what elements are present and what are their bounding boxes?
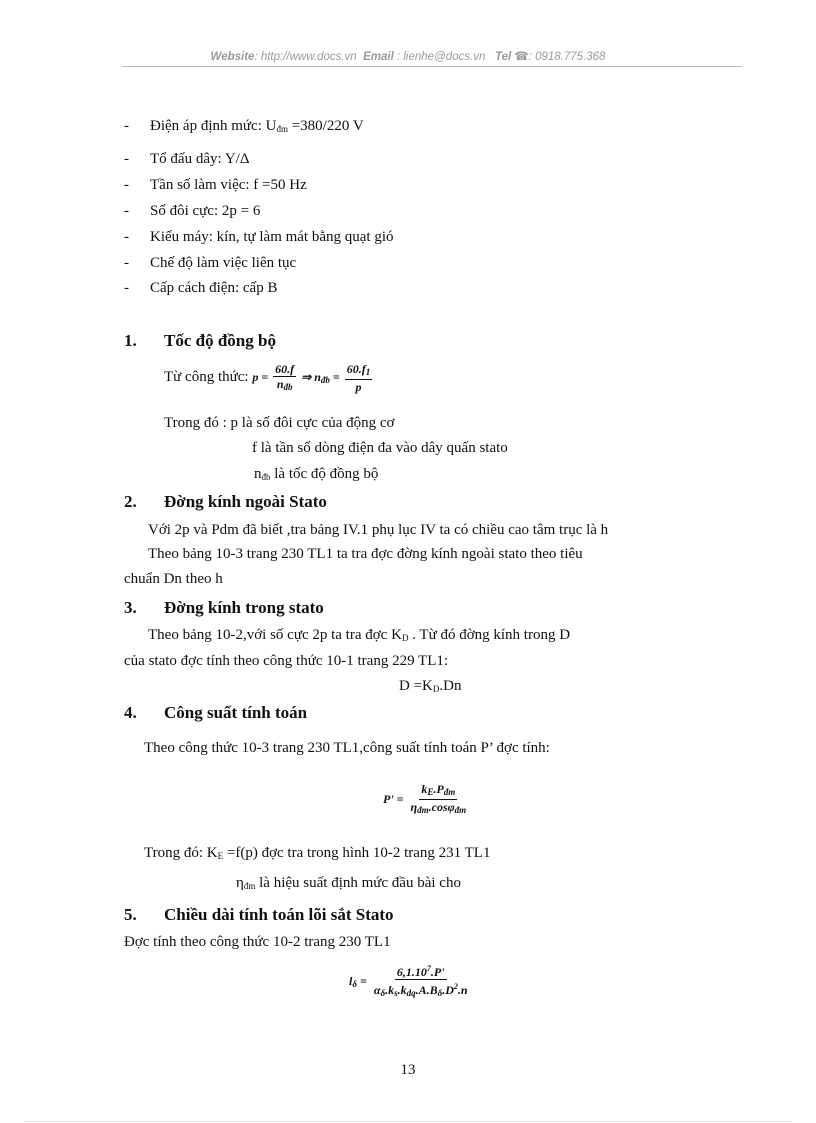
page-header	[0, 49, 816, 63]
paragraph-line: Đợc tính theo công thức 10-2 trang 230 TL1	[124, 934, 391, 950]
formula-inner-diameter: $D =K_D.Dn$	[399, 678, 462, 694]
paragraph-line: chuẩn Dn theo h	[124, 571, 223, 587]
tel-label: Tel	[494, 51, 512, 63]
website-label: Website	[210, 51, 255, 63]
where-line: f là tần số dòng điện đa vào dây quấn stato	[252, 440, 508, 456]
paragraph-line: Với 2p và Pdm đã biết ,tra bảng IV.1 phụ lục IV ta có chiều cao tâm trục là h	[148, 522, 609, 538]
website-value: : http://www.docs.vn	[254, 51, 357, 63]
paragraph-line: Theo bảng 10-3 trang 230 TL1 ta tra đợc đờng kính ngoài stato theo tiêu	[148, 546, 583, 562]
paragraph-line: Theo công thức 10-3 trang 230 TL1,công suất tính toán P’ đợc tính:	[144, 740, 550, 756]
where-line: $n_{đb}$ là tốc độ đồng bộ	[254, 466, 379, 482]
paragraph-line: Theo bảng 10-2,với số cực 2p ta tra đợc $K_D$ . Từ đó đờng kính trong D	[148, 627, 571, 643]
formula-core-length: $l_\delta$ = $\frac{6,1.10^7.P'}{\alpha_\delta.k_s.k_{dq}.A.B_\delta.D^2.n}$	[349, 964, 468, 998]
where-line: $\eta_{đm}$ là hiệu suất định mức đầu bài cho	[236, 875, 461, 891]
tel-value: : 0918.775.368	[528, 51, 606, 63]
paragraph-line: của stato đợc tính theo công thức 10-1 trang 229 TL1:	[124, 653, 449, 669]
email-label: Email	[363, 51, 394, 63]
where-line: Trong đó: $K_E =f(p)$ đợc tra trong hình 10-2 trang 231 TL1	[144, 845, 491, 861]
where-line: Trong đó : p là số đôi cực của động cơ	[164, 415, 395, 431]
page-number: 13	[400, 1062, 416, 1078]
formula-sync-speed: Từ công thức: p = $\frac{60.f}{n_{đb}}$ ⇒ $n_{đb}$ = $\frac{60.f_1}{p}$	[164, 362, 371, 394]
phone-icon: ☎	[514, 51, 529, 63]
footer-rule	[25, 1121, 791, 1122]
header-rule	[122, 66, 742, 67]
email-value: : lienhe@docs.vn	[396, 51, 486, 63]
formula-power: P' = $\frac{k_E.P_{đm}}{\eta_{đm}.\cos\varphi_{đm}}$	[383, 782, 467, 815]
